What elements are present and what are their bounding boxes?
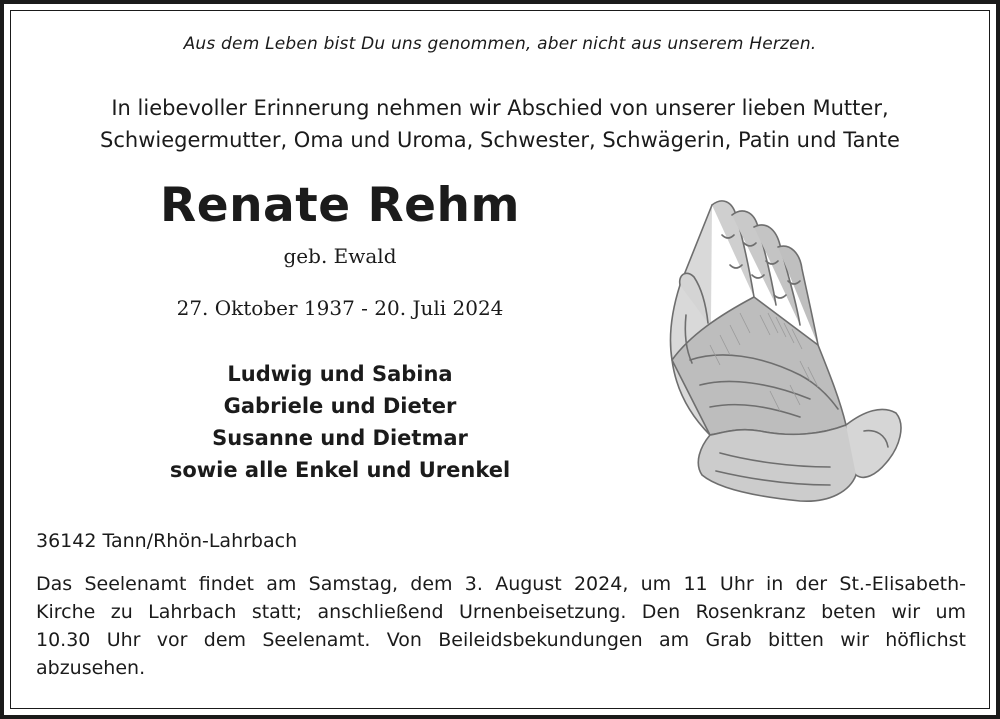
notice-line: abzusehen. [36, 657, 146, 679]
mourners-list [100, 358, 580, 486]
intro-line: In liebevoller Erinnerung nehmen wir Abschied von unserer lieben Mutter, [111, 96, 889, 120]
motto: Aus dem Leben bist Du uns genommen, aber nicht aus unserem Herzen. [183, 34, 817, 54]
notice-line: 10.30 Uhr vor dem Seelenamt. Von Beileidsbekundungen am Grab bitten wir höflichst [36, 629, 966, 651]
intro-text [0, 92, 1000, 156]
notice-line: Kirche zu Lahrbach statt; anschließend Urnenbeisetzung. Den Rosenkranz beten wir um [36, 601, 966, 623]
intro-line: Schwiegermutter, Oma und Uroma, Schwester, Schwägerin, Patin und Tante [100, 128, 900, 152]
maiden-name: geb. Ewald [283, 244, 397, 268]
praying-hands-icon [650, 185, 910, 515]
funeral-notice [36, 570, 966, 682]
place-of-residence: 36142 Tann/Rhön-Lahrbach [36, 530, 298, 552]
notice-line: Das Seelenamt findet am Samstag, dem 3. August 2024, um 11 Uhr in der St.-Elisabeth- [36, 573, 966, 595]
mourner-line: sowie alle Enkel und Urenkel [169, 458, 511, 482]
deceased-name: Renate Rehm [160, 178, 520, 233]
mourner-line: Ludwig und Sabina [227, 362, 453, 386]
mourner-line: Susanne und Dietmar [212, 426, 468, 450]
mourner-line: Gabriele und Dieter [223, 394, 457, 418]
life-dates: 27. Oktober 1937 - 20. Juli 2024 [176, 296, 504, 320]
